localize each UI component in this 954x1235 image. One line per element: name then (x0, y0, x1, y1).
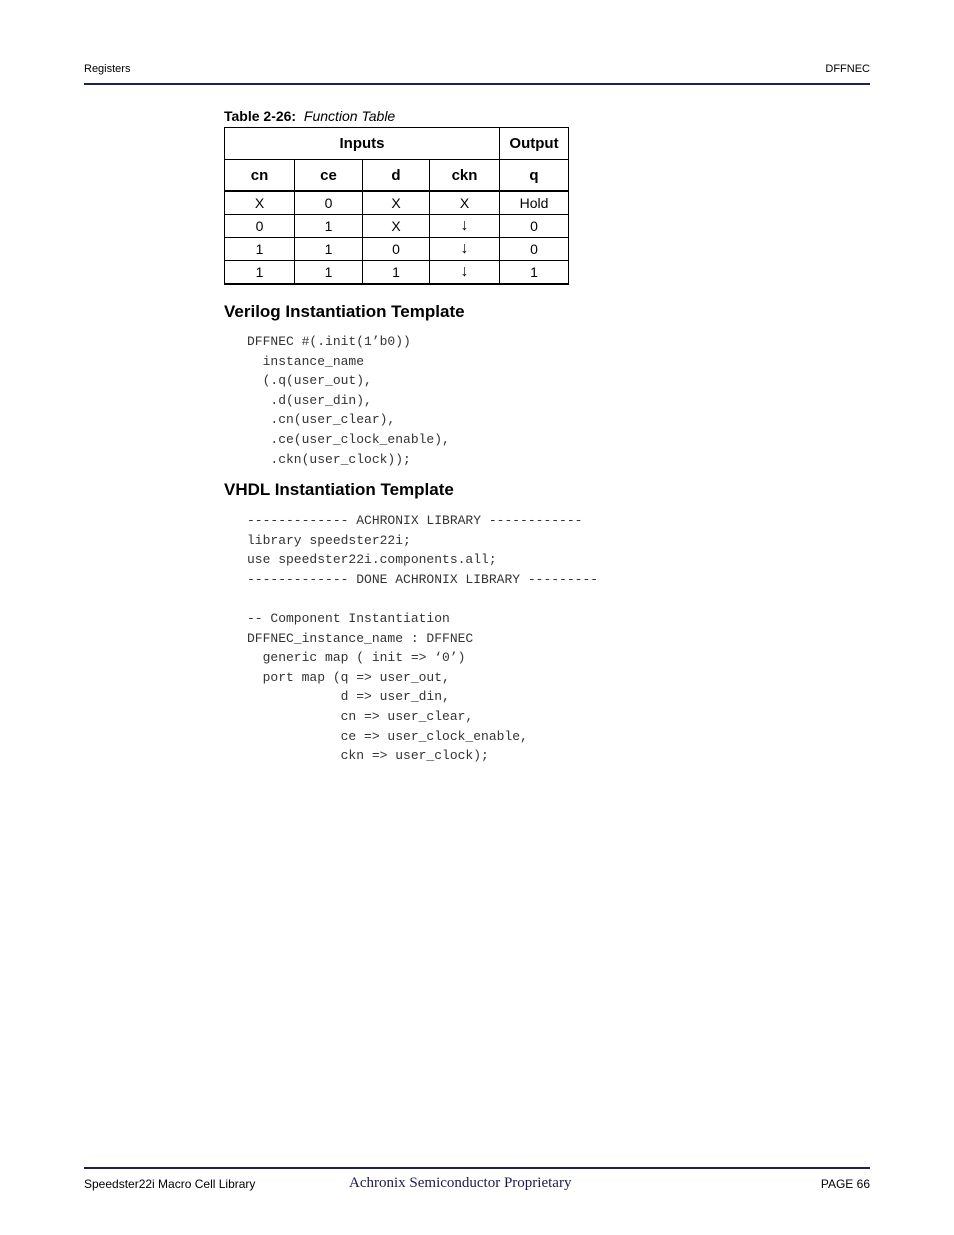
table-cell: X (363, 215, 430, 238)
table-cell: 1 (295, 261, 363, 285)
verilog-heading: Verilog Instantiation Template (224, 302, 465, 321)
table-cell: 1 (363, 261, 430, 285)
table-cell: Hold (500, 191, 569, 215)
column-header-q: q (500, 160, 569, 192)
falling-edge-arrow-icon: ↓ (430, 215, 500, 238)
vhdl-code-block: ------------- ACHRONIX LIBRARY ------------ library speedster22i; use speedster22i.components.all; ------------- DONE ACHRONIX LIBRARY --------- -- Component Instantiation DFFNEC_instance_name : DFFNEC generic map ( init => ‘0’) port map (q => user_out, d => user_din, cn => user_clear, ce => user_clock_enable, ckn => user_clock); (247, 513, 599, 764)
table-row (225, 191, 569, 215)
column-header-ce: ce (295, 160, 363, 192)
table-cell: 1 (225, 238, 295, 261)
table-caption-title: Function Table (303, 108, 396, 124)
falling-edge-arrow-icon: ↓ (430, 261, 500, 285)
footer-document-title: Speedster22i Macro Cell Library (84, 1177, 256, 1191)
inputs-group-header: Inputs (225, 128, 500, 160)
function-table (224, 127, 569, 285)
table-cell: X (430, 191, 500, 215)
column-header-d: d (363, 160, 430, 192)
table-cell: 0 (500, 238, 569, 261)
table-row (225, 261, 569, 285)
header-section-title: Registers (84, 63, 131, 75)
column-header-cn: cn (225, 160, 295, 192)
vhdl-heading: VHDL Instantiation Template (224, 480, 454, 499)
table-cell: X (225, 191, 295, 215)
verilog-code-block: DFFNEC #(.init(1’b0)) instance_name (.q(user_out), .d(user_din), .cn(user_clear), .ce(user_clock_enable), .ckn(user_clock)); (247, 334, 450, 467)
table-row (225, 215, 569, 238)
page-number: PAGE 66 (820, 1177, 870, 1191)
table-cell: 1 (225, 261, 295, 285)
footer-proprietary-notice: Achronix Semiconductor Proprietary (349, 1175, 572, 1191)
table-row (225, 238, 569, 261)
table-cell: 1 (295, 238, 363, 261)
column-header-ckn: ckn (430, 160, 500, 192)
table-cell: X (363, 191, 430, 215)
table-cell: 0 (295, 191, 363, 215)
table-cell: 0 (500, 215, 569, 238)
table-cell: 0 (225, 215, 295, 238)
page-header (84, 63, 870, 83)
header-rule (84, 83, 870, 85)
footer-rule (84, 1167, 870, 1169)
table-cell: 1 (295, 215, 363, 238)
falling-edge-arrow-icon: ↓ (430, 238, 500, 261)
table-cell: 1 (500, 261, 569, 285)
page-footer (84, 1175, 870, 1197)
table-cell: 0 (363, 238, 430, 261)
header-cell-name: DFFNEC (825, 63, 870, 75)
table-caption-label: Table 2-26: (224, 108, 297, 124)
output-group-header: Output (500, 128, 569, 160)
table-caption (224, 108, 395, 124)
